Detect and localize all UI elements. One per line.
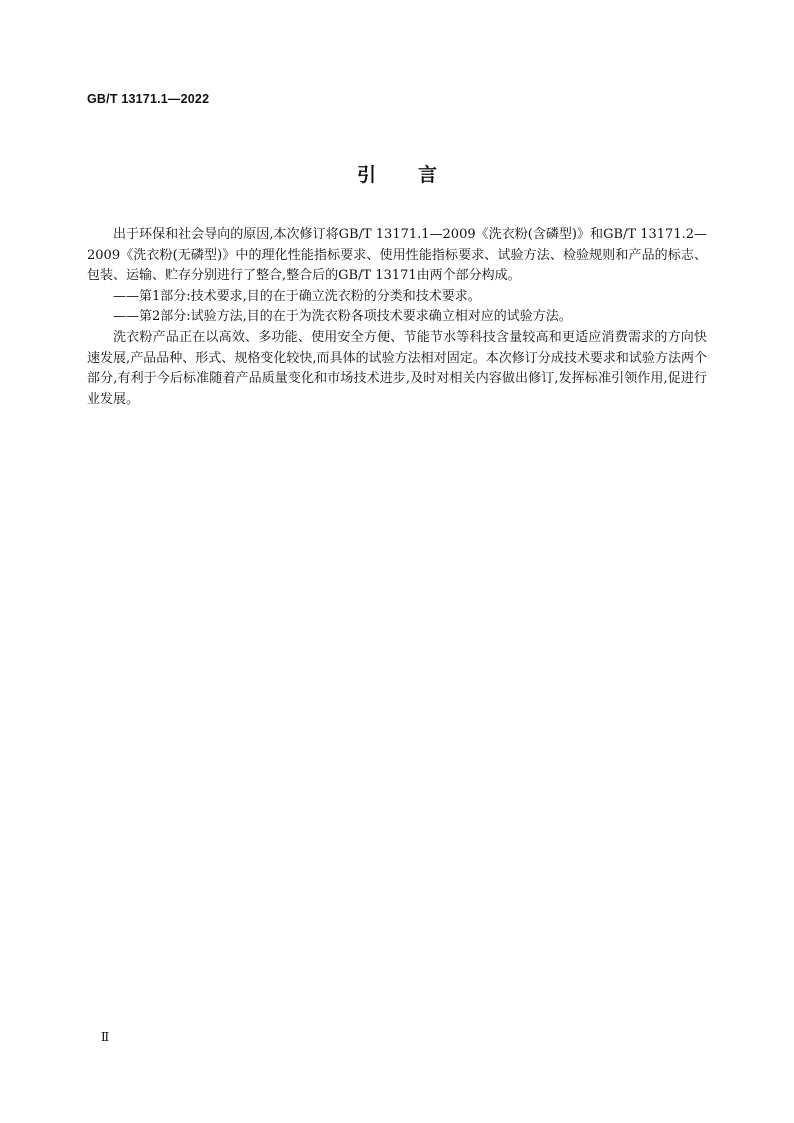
paragraph-development: 洗衣粉产品正在以高效、多功能、使用安全方便、节能节水等科技含量较高和更适应消费需求的方向快速发展,产品品种、形式、规格变化较快,而具体的试验方法相对固定。本次修订分成技术要求和试验方法两个部分,有利于今后标准随着产品质量变化和市场技术进步,及时对相关内容做出修订,发挥标准引领作用,促进行业发展。 [87, 329, 707, 407]
standard-code: GB/T 13171.1—2022 [87, 92, 210, 106]
section-title: 引言 [356, 164, 479, 186]
page-number: Ⅱ [101, 1030, 110, 1044]
paragraph-part-1: ——第1部分:技术要求,目的在于确立洗衣粉的分类和技术要求。 [113, 288, 481, 304]
body-text [87, 225, 707, 410]
paragraph-revision-summary: 出于环保和社会导向的原因,本次修订将GB/T 13171.1—2009《洗衣粉(含磷型)》和GB/T 13171.2—2009《洗衣粉(无磷型)》中的理化性能指标要求、使用性能指标要求、试验方法、检验规则和产品的标志、包装、运输、贮存分别进行了整合,整合后的GB/T 13171由两个部分构成。 [87, 227, 707, 284]
paragraph-part-2: ——第2部分:试验方法,目的在于为洗衣粉各项技术要求确立相对应的试验方法。 [113, 309, 572, 325]
